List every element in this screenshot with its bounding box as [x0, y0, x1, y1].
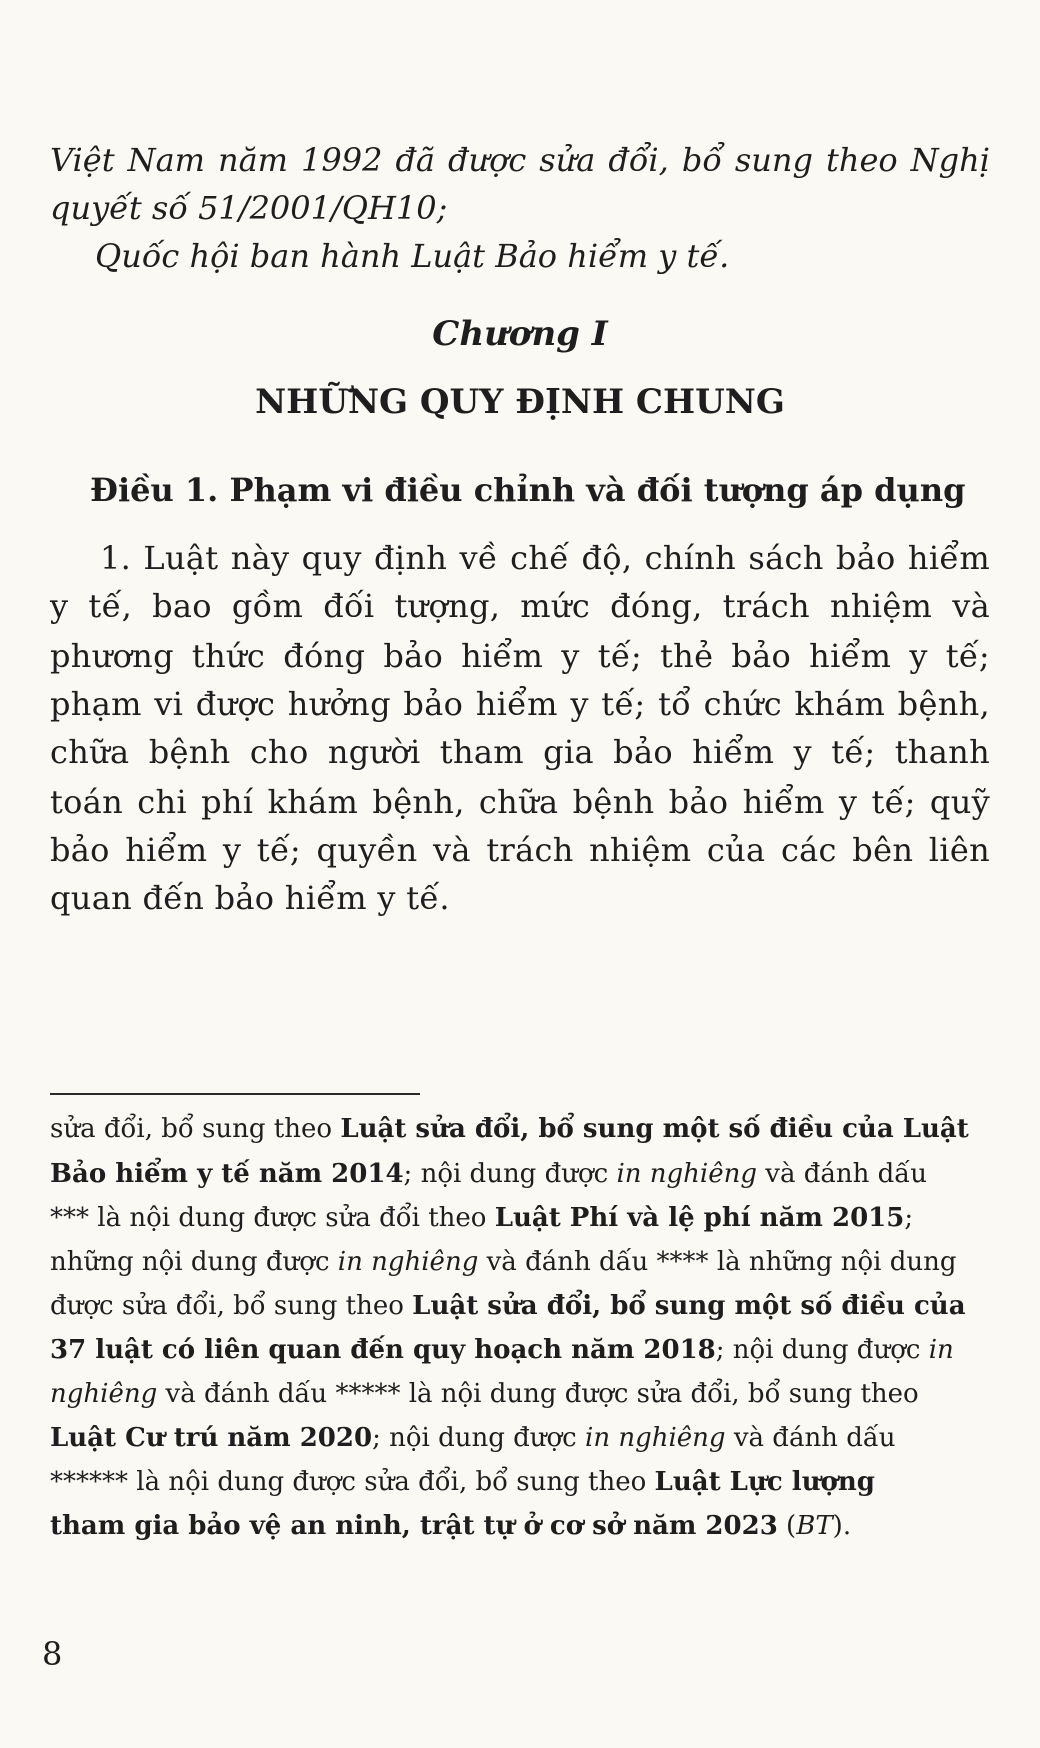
footnote-line-4: những nội dung được in nghiêng và đánh dấu **** là những nội dung [50, 1247, 957, 1277]
footnote-line-3: *** là nội dung được sửa đổi theo Luật Phí và lệ phí năm 2015; [50, 1203, 914, 1233]
intro-line-3: Quốc hội ban hành Luật Bảo hiểm y tế. [95, 237, 730, 275]
chapter-title: NHỮNG QUY ĐỊNH CHUNG [255, 382, 785, 422]
footnote-line-1: sửa đổi, bổ sung theo Luật sửa đổi, bổ sung một số điều của Luật [50, 1114, 969, 1144]
footnote-line-5: được sửa đổi, bổ sung theo Luật sửa đổi, bổ sung một số điều của [50, 1291, 966, 1321]
footnote-line-6: 37 luật có liên quan đến quy hoạch năm 2018; nội dung được in [50, 1335, 954, 1365]
intro-line-1: Việt Nam năm 1992 đã được sửa đổi, bổ sung theo Nghị [50, 141, 990, 179]
footnote-divider [50, 1093, 420, 1095]
article-line-5: chữa bệnh cho người tham gia bảo hiểm y tế; thanh [50, 733, 990, 771]
footnote-line-10: tham gia bảo vệ an ninh, trật tự ở cơ sở năm 2023 (BT). [50, 1511, 852, 1541]
footnote-line-9: ****** là nội dung được sửa đổi, bổ sung theo Luật Lực lượng [50, 1467, 875, 1497]
footnote-line-8: Luật Cư trú năm 2020; nội dung được in nghiêng và đánh dấu [50, 1423, 896, 1453]
chapter-number: Chương I [432, 314, 608, 354]
article-line-3: phương thức đóng bảo hiểm y tế; thẻ bảo hiểm y tế; [50, 637, 990, 675]
page-number: 8 [42, 1635, 63, 1673]
intro-line-2: quyết số 51/2001/QH10; [50, 189, 448, 227]
article-line-6: toán chi phí khám bệnh, chữa bệnh bảo hiểm y tế; quỹ [50, 783, 990, 821]
footnote-line-2: Bảo hiểm y tế năm 2014; nội dung được in nghiêng và đánh dấu [50, 1159, 927, 1189]
article-line-7: bảo hiểm y tế; quyền và trách nhiệm của các bên liên [50, 831, 990, 869]
article-title: Điều 1. Phạm vi điều chỉnh và đối tượng áp dụng [90, 471, 966, 509]
article-line-1: 1. Luật này quy định về chế độ, chính sách bảo hiểm [100, 539, 990, 577]
article-line-8: quan đến bảo hiểm y tế. [50, 879, 450, 917]
footnote-line-7: nghiêng và đánh dấu ***** là nội dung được sửa đổi, bổ sung theo [50, 1379, 919, 1409]
article-line-4: phạm vi được hưởng bảo hiểm y tế; tổ chức khám bệnh, [50, 685, 990, 723]
article-line-2: y tế, bao gồm đối tượng, mức đóng, trách nhiệm và [50, 587, 990, 625]
